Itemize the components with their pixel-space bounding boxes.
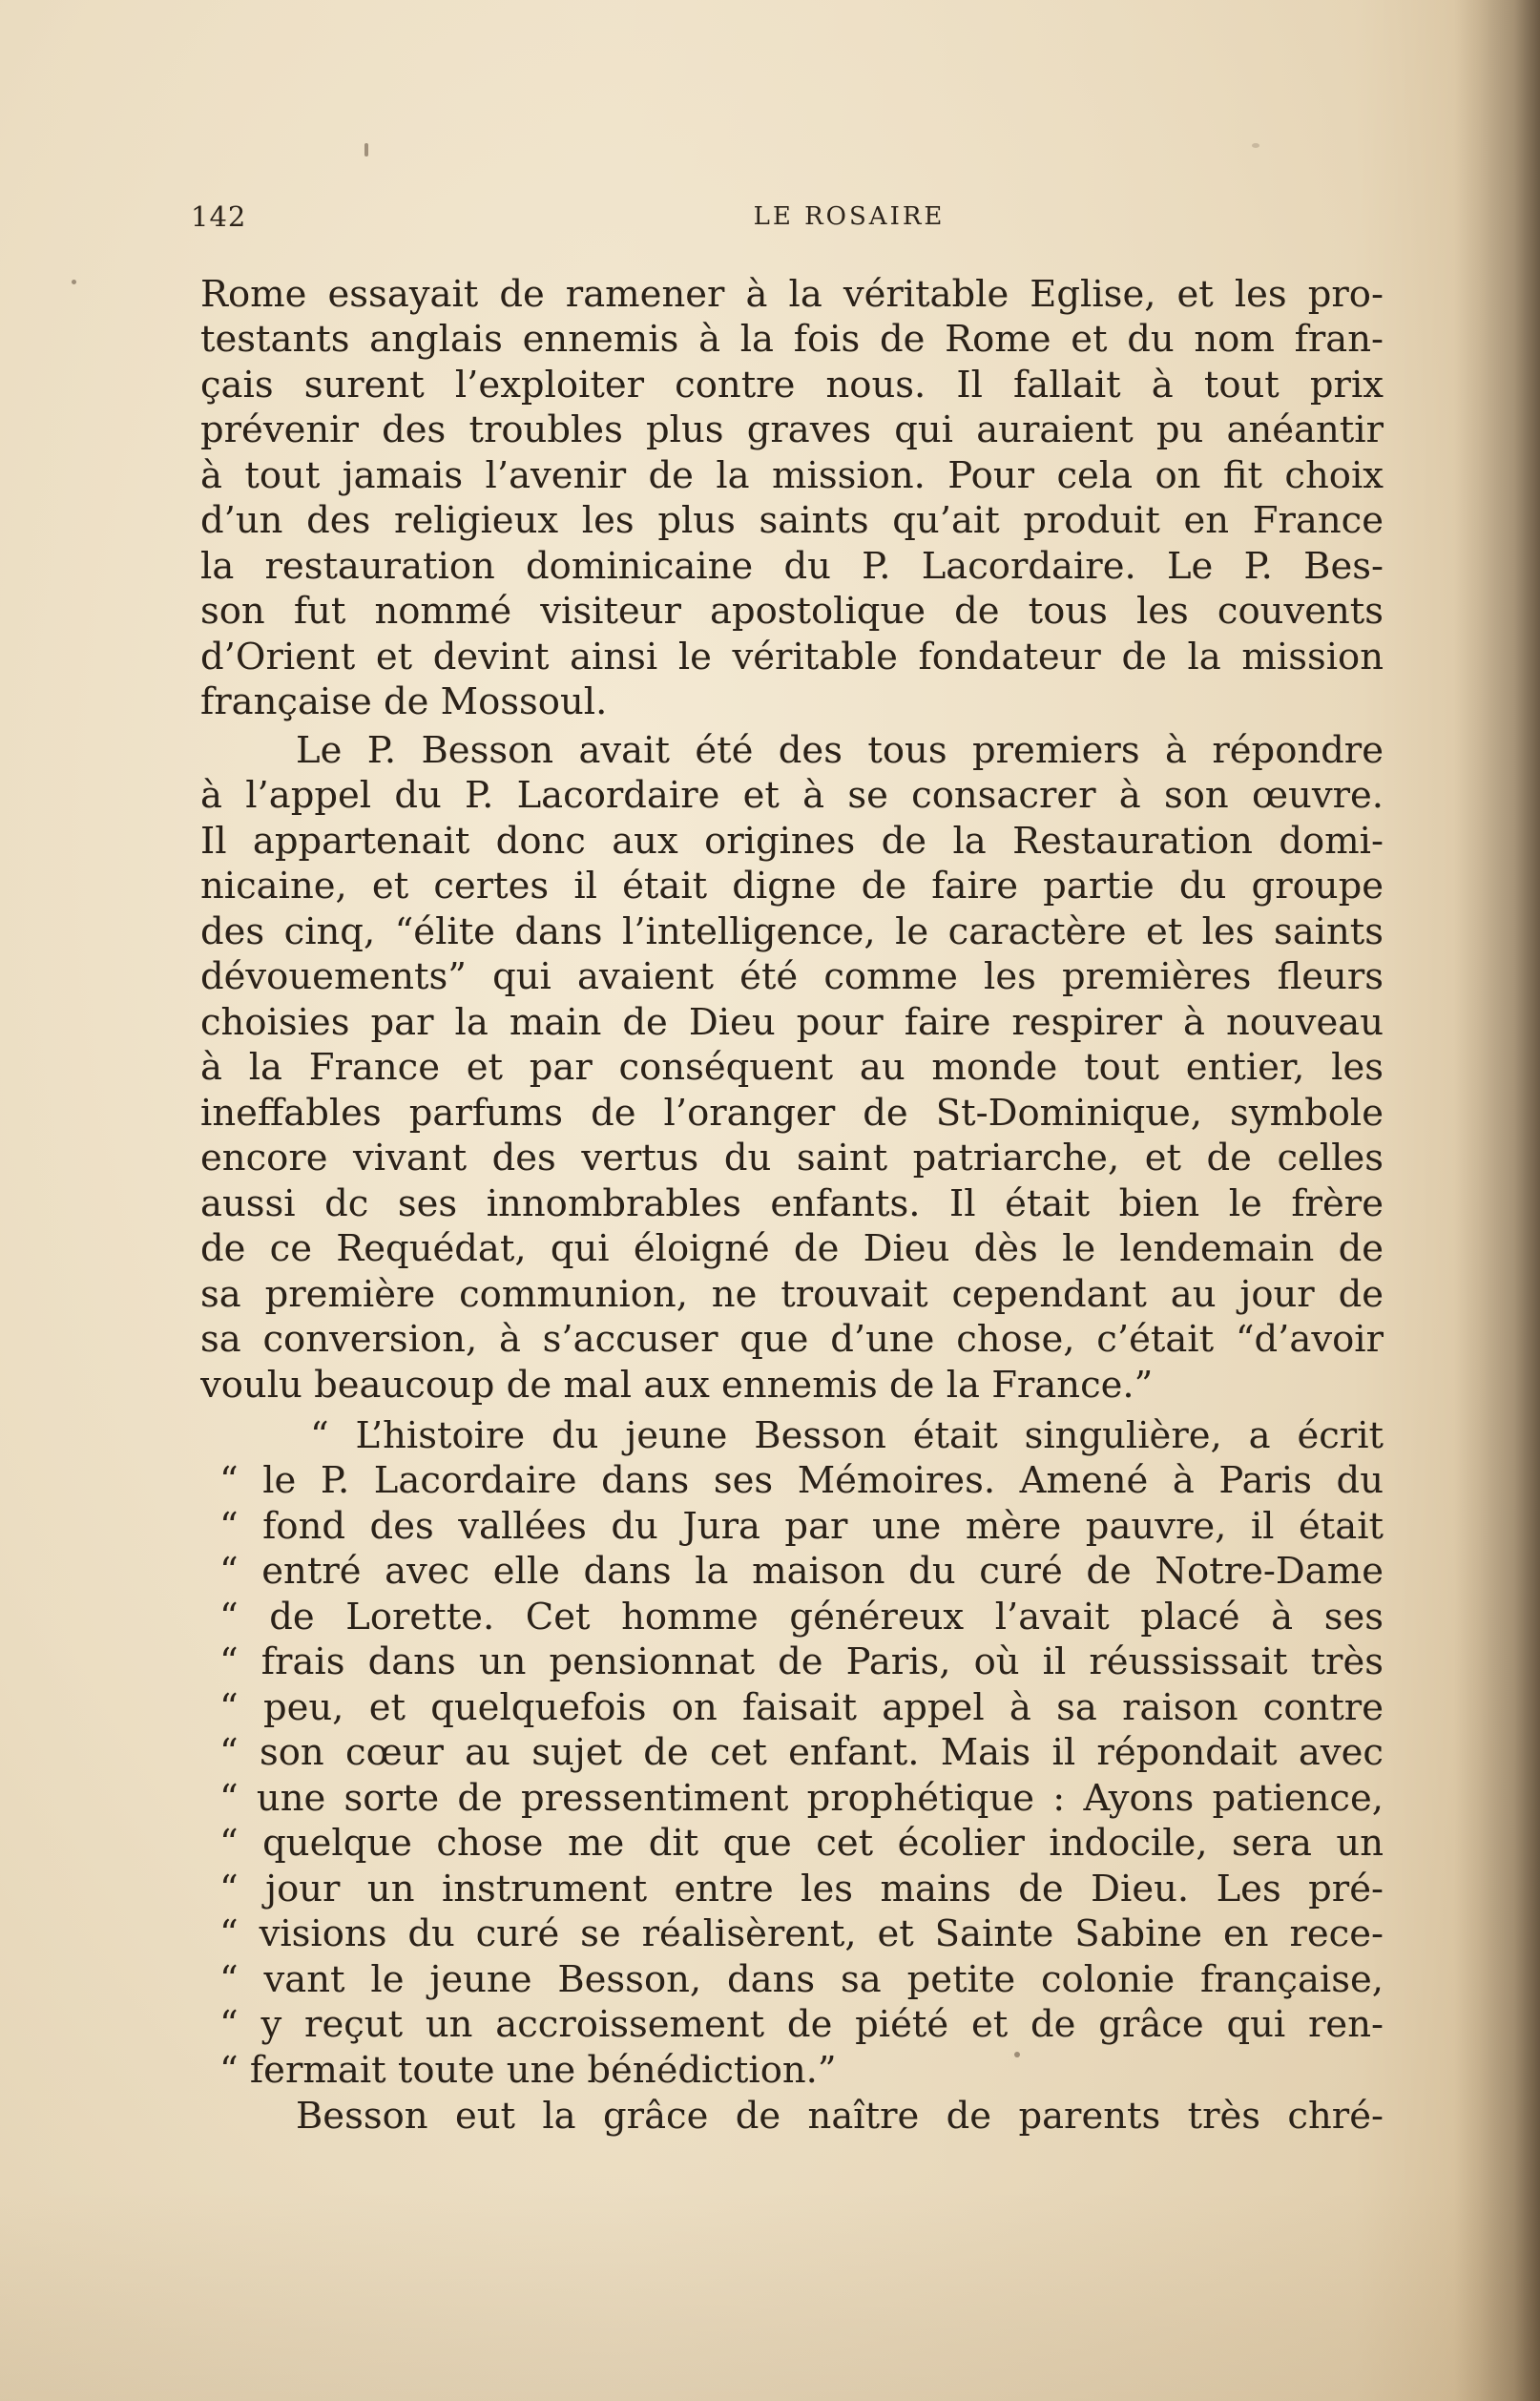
text-line: “ y reçut un accroissement de piété et de grâce qui ren- [219, 2003, 1384, 2046]
ink-speck [72, 280, 76, 284]
text-line: sa conversion, à s’accuser que d’une chose, c’était “d’avoir [200, 1318, 1384, 1361]
text-line: choisies par la main de Dieu pour faire respirer à nouveau [200, 1001, 1384, 1044]
text-line: “ quelque chose me dit que cet écolier indocile, sera un [219, 1822, 1384, 1865]
ink-speck [364, 143, 368, 157]
page-number: 142 [191, 200, 247, 233]
text-line: “ son cœur au sujet de cet enfant. Mais il répondait avec [219, 1731, 1384, 1774]
text-line: “ vant le jeune Besson, dans sa petite colonie française, [219, 1958, 1384, 2001]
text-line: “ frais dans un pensionnat de Paris, où il réussissait très [219, 1640, 1384, 1683]
text-line: la restauration dominicaine du P. Lacordaire. Le P. Bes- [200, 545, 1384, 588]
text-line: nicaine, et certes il était digne de faire partie du groupe [200, 865, 1384, 908]
text-line: “ peu, et quelquefois on faisait appel à sa raison contre [219, 1686, 1384, 1729]
text-line: ineffables parfums de l’oranger de St-Dominique, symbole [200, 1092, 1384, 1135]
text-line: Rome essayait de ramener à la véritable Eglise, et les pro- [200, 273, 1384, 316]
text-line: Besson eut la grâce de naître de parents très chré- [296, 2095, 1384, 2138]
text-line: prévenir des troubles plus graves qui auraient pu anéantir [200, 408, 1384, 451]
running-head [191, 200, 1393, 239]
text-line: testants anglais ennemis à la fois de Rome et du nom fran- [200, 318, 1384, 361]
text-line: à tout jamais l’avenir de la mission. Pour cela on fit choix [200, 454, 1384, 497]
text-line: “ le P. Lacordaire dans ses Mémoires. Amené à Paris du [219, 1459, 1384, 1502]
text-line: dévouements” qui avaient été comme les premières fleurs [200, 955, 1384, 998]
text-line: son fut nommé visiteur apostolique de tous les couvents [200, 590, 1384, 633]
page-edge-shadow [1454, 0, 1540, 2401]
ink-speck [1252, 143, 1259, 148]
text-line: “ jour un instrument entre les mains de Dieu. Les pré- [219, 1868, 1384, 1910]
text-line: “ visions du curé se réalisèrent, et Sainte Sabine en rece- [219, 1912, 1384, 1955]
text-line: voulu beaucoup de mal aux ennemis de la France.” [200, 1364, 1154, 1407]
text-line: de ce Requédat, qui éloigné de Dieu dès le lendemain de [200, 1227, 1384, 1270]
text-line: d’Orient et devint ainsi le véritable fondateur de la mission [200, 636, 1384, 679]
text-line: sa première communion, ne trouvait cependant au jour de [200, 1273, 1384, 1316]
text-line: Il appartenait donc aux origines de la Restauration domi- [200, 820, 1384, 863]
text-line: “ entré avec elle dans la maison du curé de Notre-Dame [219, 1550, 1384, 1593]
text-line: “ fond des vallées du Jura par une mère pauvre, il était [219, 1505, 1384, 1548]
page-bottom-tone [0, 2191, 1540, 2401]
running-title: LE ROSAIRE [753, 202, 946, 231]
text-line: Le P. Besson avait été des tous premiers à répondre [296, 729, 1384, 772]
text-line: encore vivant des vertus du saint patriarche, et de celles [200, 1137, 1384, 1180]
text-line: française de Mossoul. [200, 680, 608, 723]
text-line: “ une sorte de pressentiment prophétique : Ayons patience, [219, 1777, 1384, 1820]
text-line: à la France et par conséquent au monde tout entier, les [200, 1046, 1384, 1089]
text-line: “ fermait toute une bénédiction.” [219, 2049, 837, 2092]
text-line: aussi dc ses innombrables enfants. Il était bien le frère [200, 1182, 1384, 1225]
text-line: “ de Lorette. Cet homme généreux l’avait placé à ses [219, 1596, 1384, 1639]
text-line: des cinq, “élite dans l’intelligence, le caractère et les saints [200, 910, 1384, 953]
text-line: d’un des religieux les plus saints qu’ait produit en France [200, 499, 1384, 542]
text-line: “ L’histoire du jeune Besson était singulière, a écrit [310, 1414, 1384, 1457]
text-line: à l’appel du P. Lacordaire et à se consacrer à son œuvre. [200, 774, 1384, 817]
text-line: çais surent l’exploiter contre nous. Il fallait à tout prix [200, 364, 1384, 407]
